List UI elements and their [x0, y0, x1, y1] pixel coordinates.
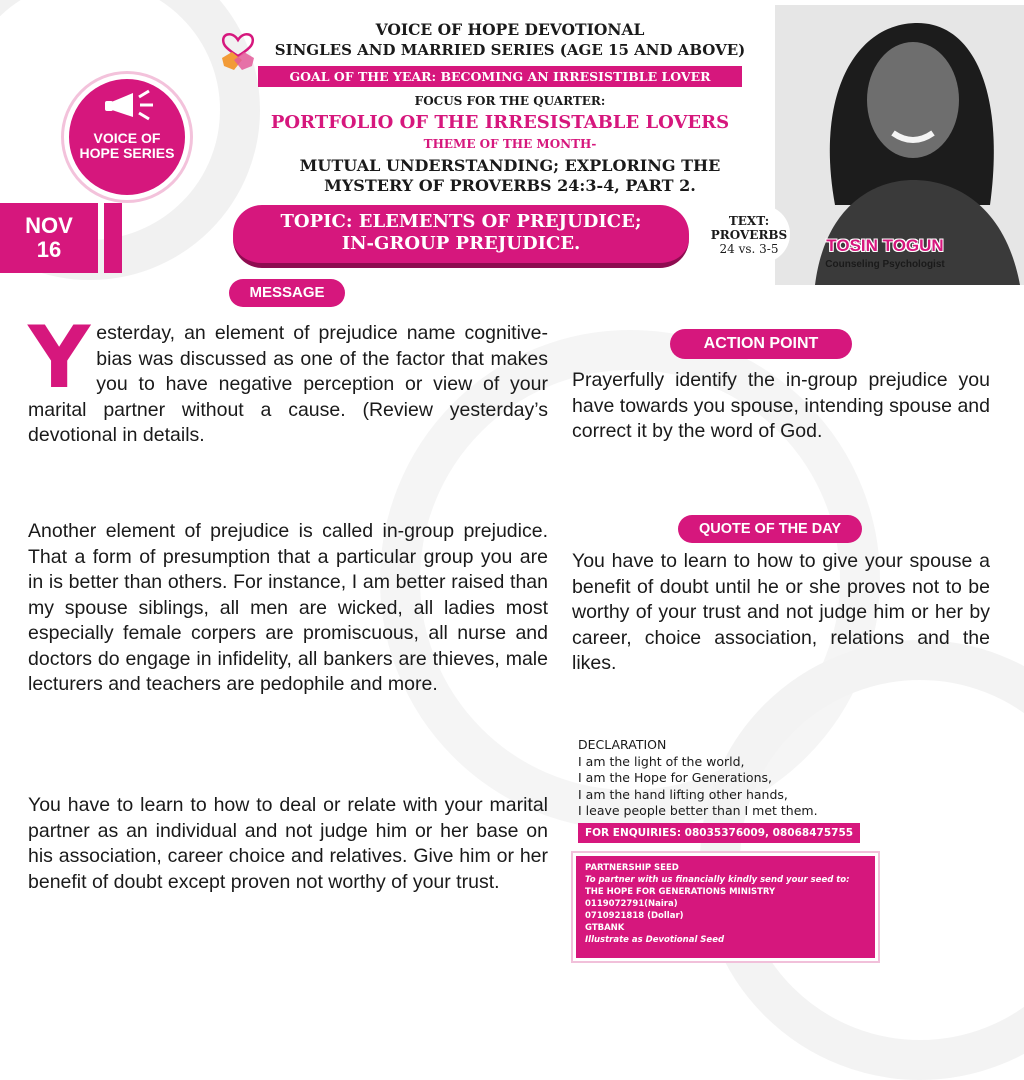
quote-label: QUOTE OF THE DAY	[678, 515, 862, 543]
bank-name: GTBANK	[585, 923, 625, 933]
badge-line-1: VOICE OF	[93, 130, 161, 146]
message-text-1: esterday, an element of prejudice name cognitive-bias was discussed as one of the factor that makes you to have negative perception or view of your marital partner without a cause. (Review yesterday’s devotional in details.	[28, 322, 548, 446]
badge-line-2: HOPE SERIES	[79, 145, 175, 161]
goal-banner: GOAL OF THE YEAR: BECOMING AN IRRESISTIBLE LOVER	[258, 66, 742, 87]
author-role: Counseling Psychologist	[825, 259, 945, 270]
seed-note: Illustrate as Devotional Seed	[585, 935, 725, 945]
declaration-title: DECLARATION	[578, 737, 667, 752]
account-naira: 0119072791(Naira)	[585, 899, 678, 909]
declaration	[578, 737, 868, 820]
action-point-label: ACTION POINT	[670, 329, 852, 359]
focus-title: PORTFOLIO OF THE IRRESISTABLE LOVERS	[270, 112, 730, 133]
focus-label: FOCUS FOR THE QUARTER:	[414, 94, 606, 108]
theme-label: THEME OF THE MONTH-	[423, 137, 597, 151]
theme-line-1: MUTUAL UNDERSTANDING; EXPLORING THE	[299, 156, 721, 175]
message-paragraph-2: Another element of prejudice is called in-group prejudice. That a form of presumption that a particular group you are in is better than others. For instance, I am better raised than my spouse siblings, all men are wicked, all ladies most especially female corpers are promiscuous, all nurse and doctors do engage in infidelity, all bankers are thieves, male lecturers and teachers are pedophile and more.	[28, 520, 548, 695]
theme-line-2: MYSTERY OF PROVERBS 24:3-4, PART 2.	[324, 176, 696, 195]
partnership-title: PARTNERSHIP SEED	[585, 863, 679, 873]
declaration-line: I am the Hope for Generations,	[578, 770, 772, 785]
declaration-line: I am the hand lifting other hands,	[578, 786, 788, 802]
drop-cap: Y	[28, 308, 91, 408]
ministry-name: THE HOPE FOR GENERATIONS MINISTRY	[585, 887, 776, 897]
topic-line-2: IN-GROUP PREJUDICE.	[341, 233, 581, 254]
enquiries-bar: FOR ENQUIRIES: 08035376009, 08068475755	[578, 823, 860, 843]
message-paragraph-3: You have to learn to how to deal or relate with your marital partner as an individual and not judge him or her base on his association, career choice and relatives. Give him or her benefit of doubt except proven not worthy of your trust.	[28, 794, 548, 893]
series-title: VOICE OF HOPE DEVOTIONAL	[375, 20, 645, 39]
megaphone-icon	[103, 85, 163, 125]
partnership-intro: To partner with us financially kindly send your seed to:	[585, 875, 850, 885]
quote-text: You have to learn to how to give your spouse a benefit of doubt until he or she proves not to be worthy of your trust and not judge him or her by career, choice association, relations and the likes.	[572, 550, 990, 674]
declaration-line: I leave people better than I met them.	[578, 803, 818, 818]
series-subtitle: SINGLES AND MARRIED SERIES (AGE 15 AND ABOVE)	[274, 41, 746, 59]
partnership-box	[573, 853, 878, 961]
text-label: TEXT:	[728, 214, 770, 228]
message-paragraph-1	[28, 308, 548, 449]
date-badge	[0, 203, 98, 273]
text-verses: 24 vs. 3-5	[719, 242, 779, 256]
message-label: MESSAGE	[229, 279, 345, 307]
text-reference	[690, 205, 790, 263]
topic-line-1: TOPIC: ELEMENTS OF PREJUDICE;	[280, 211, 642, 232]
hands-heart-logo	[218, 26, 258, 74]
author-name: TOSIN TOGUN	[826, 236, 944, 255]
date-day: 16	[36, 237, 62, 262]
series-badge	[64, 74, 190, 200]
date-month: NOV	[25, 213, 73, 238]
topic-banner	[233, 205, 689, 268]
declaration-line: I am the light of the world,	[578, 753, 745, 769]
text-book: PROVERBS	[710, 228, 788, 242]
action-point-text: Prayerfully identify the in-group prejudice you have towards you spouse, intending spouse and correct it by the word of God.	[572, 369, 990, 442]
date-stripe	[104, 203, 122, 273]
account-dollar: 0710921818 (Dollar)	[585, 911, 684, 921]
